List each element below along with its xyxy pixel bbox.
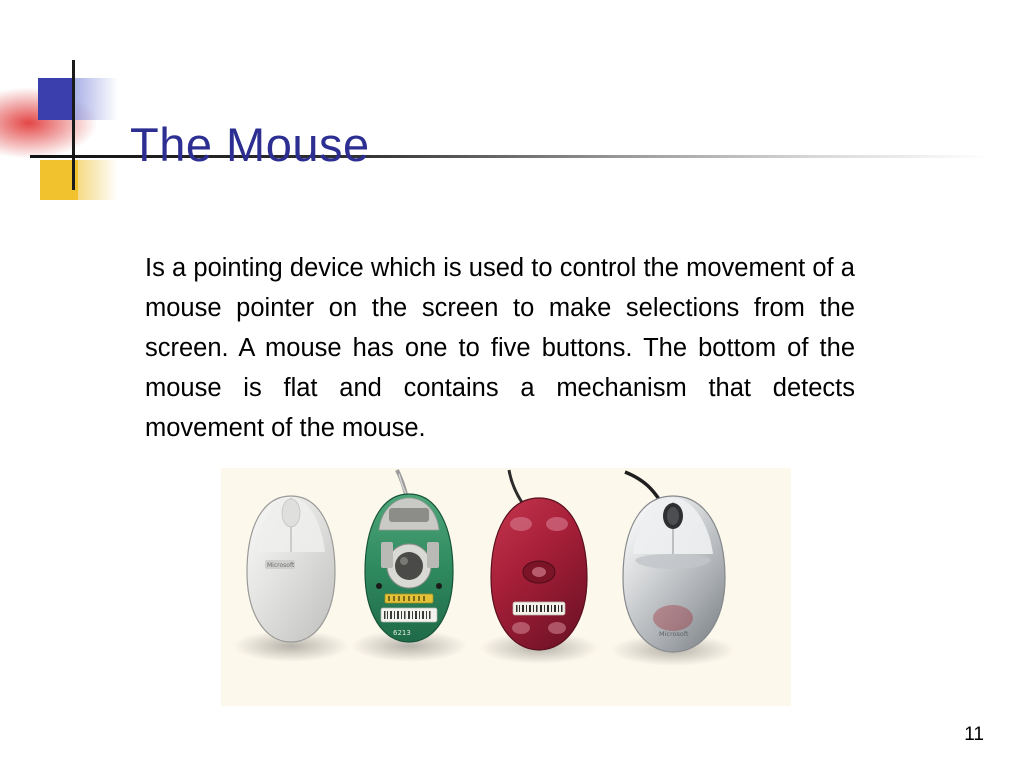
page-title: The Mouse [130,118,370,172]
decoration-blue-square [38,78,72,120]
svg-text:Microsoft: Microsoft [267,562,295,569]
body-paragraph: Is a pointing device which is used to control the movement of a mouse pointer on the screen to make selections from the screen. A mouse has one to five buttons. The bottom of the mouse is flat and contains a mechanism that detects movement of the mouse. [145,253,855,442]
decoration-blue-fade [72,78,118,120]
decoration-yellow-fade [78,160,118,200]
mouse-brand-label: Microsoft [659,630,689,638]
pcb-code-label: 6213 [393,629,411,637]
title-decoration [0,60,140,190]
mouse-photo [221,468,791,706]
decoration-vertical-line [72,60,75,190]
page-number: 11 [964,724,984,745]
mouse-illustration [221,468,791,706]
